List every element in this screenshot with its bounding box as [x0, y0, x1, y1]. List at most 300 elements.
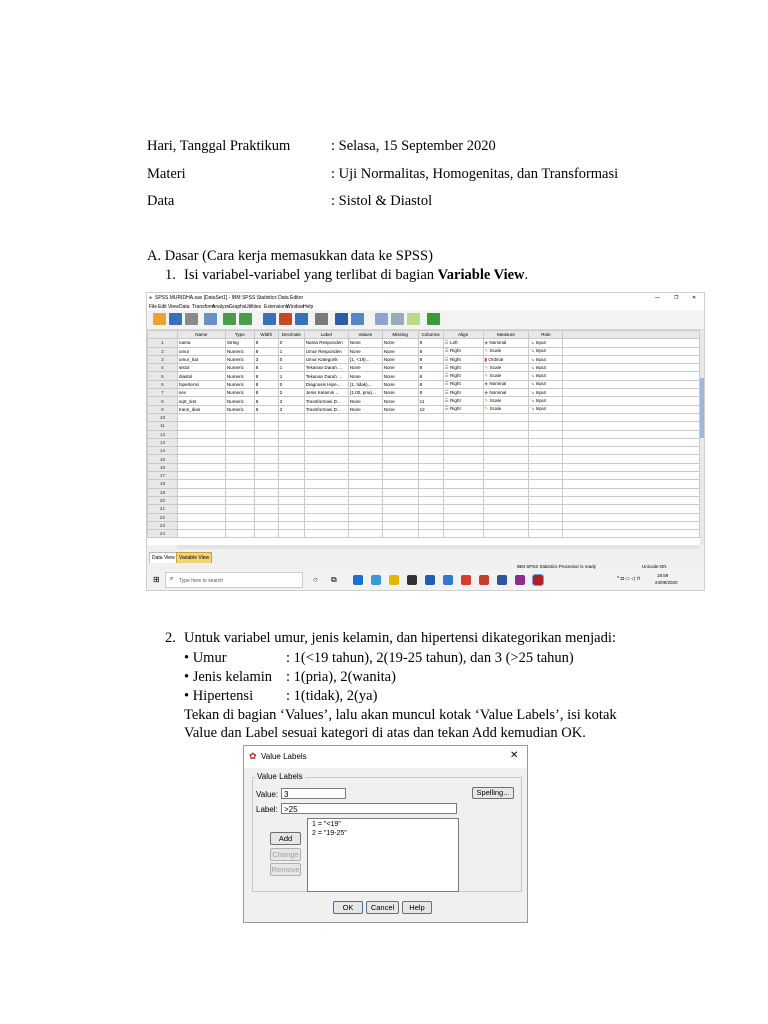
table-cell[interactable] — [225, 347, 254, 355]
table-cell[interactable] — [418, 521, 443, 529]
table-cell[interactable] — [529, 463, 563, 471]
row-number[interactable]: 12 — [148, 430, 178, 438]
table-cell[interactable] — [254, 355, 278, 363]
table-cell[interactable] — [529, 480, 563, 488]
dialog-recall-icon[interactable] — [204, 313, 217, 325]
column-header[interactable]: Values — [348, 331, 382, 339]
store-icon[interactable] — [407, 575, 417, 585]
table-cell[interactable] — [418, 513, 443, 521]
table-cell[interactable] — [278, 355, 304, 363]
table-cell[interactable] — [254, 347, 278, 355]
table-cell[interactable] — [443, 463, 483, 471]
table-cell[interactable] — [254, 430, 278, 438]
table-cell[interactable] — [225, 480, 254, 488]
table-cell[interactable] — [483, 505, 529, 513]
table-cell[interactable] — [418, 438, 443, 446]
table-cell[interactable] — [254, 364, 278, 372]
redo-icon[interactable] — [239, 313, 252, 325]
table-cell[interactable] — [483, 480, 529, 488]
row-number[interactable]: 2 — [148, 347, 178, 355]
table-cell[interactable] — [348, 364, 382, 372]
table-cell[interactable] — [348, 472, 382, 480]
table-cell[interactable] — [382, 422, 418, 430]
table-cell[interactable] — [304, 530, 348, 538]
table-cell[interactable] — [304, 455, 348, 463]
table-cell[interactable] — [483, 438, 529, 446]
row-number[interactable]: 19 — [148, 488, 178, 496]
menu-item-3[interactable]: Data — [179, 303, 190, 310]
taskbar-search-box[interactable] — [165, 572, 303, 588]
table-cell[interactable] — [418, 488, 443, 496]
table-cell[interactable] — [177, 380, 225, 388]
table-cell[interactable] — [225, 447, 254, 455]
table-cell[interactable] — [177, 389, 225, 397]
value-labels-list[interactable] — [307, 818, 459, 892]
table-cell[interactable] — [529, 397, 563, 405]
horizontal-scrollbar[interactable] — [177, 545, 700, 549]
table-cell[interactable] — [278, 405, 304, 413]
table-cell[interactable] — [483, 339, 529, 347]
row-number[interactable]: 5 — [148, 372, 178, 380]
cortana-icon[interactable]: ○ — [313, 575, 318, 584]
table-cell[interactable] — [529, 447, 563, 455]
column-header[interactable]: Missing — [382, 331, 418, 339]
value-input[interactable]: 3 — [281, 788, 346, 799]
list-item[interactable]: 2 = "19-25" — [312, 830, 347, 837]
table-cell[interactable] — [278, 472, 304, 480]
close-icon[interactable]: ✕ — [692, 295, 697, 301]
table-cell[interactable] — [278, 380, 304, 388]
row-number[interactable]: 10 — [148, 413, 178, 421]
table-cell[interactable] — [304, 488, 348, 496]
chrome-icon[interactable] — [461, 575, 471, 585]
table-cell[interactable] — [348, 505, 382, 513]
table-cell[interactable] — [418, 364, 443, 372]
table-cell[interactable] — [348, 430, 382, 438]
table-cell[interactable] — [304, 355, 348, 363]
table-cell[interactable] — [418, 530, 443, 538]
table-cell[interactable] — [443, 430, 483, 438]
table-cell[interactable] — [443, 397, 483, 405]
table-cell[interactable] — [418, 422, 443, 430]
table-cell[interactable] — [443, 488, 483, 496]
table-cell[interactable] — [177, 521, 225, 529]
table-cell[interactable] — [278, 480, 304, 488]
table-cell[interactable] — [177, 455, 225, 463]
table-cell[interactable] — [225, 364, 254, 372]
table-cell[interactable] — [177, 405, 225, 413]
table-cell[interactable] — [483, 380, 529, 388]
row-number[interactable]: 1 — [148, 339, 178, 347]
table-cell[interactable] — [382, 389, 418, 397]
table-cell[interactable] — [278, 430, 304, 438]
table-cell[interactable] — [382, 513, 418, 521]
table-cell[interactable] — [254, 513, 278, 521]
table-cell[interactable] — [278, 422, 304, 430]
spelling-button[interactable]: Spelling... — [472, 787, 514, 799]
column-header[interactable]: Align — [443, 331, 483, 339]
menu-item-5[interactable]: Analyze — [212, 303, 230, 310]
table-cell[interactable] — [483, 422, 529, 430]
table-cell[interactable] — [443, 339, 483, 347]
table-cell[interactable] — [278, 455, 304, 463]
table-cell[interactable] — [304, 505, 348, 513]
split-file-icon[interactable] — [335, 313, 348, 325]
table-cell[interactable] — [443, 413, 483, 421]
table-cell[interactable] — [254, 389, 278, 397]
table-cell[interactable] — [254, 463, 278, 471]
table-cell[interactable] — [278, 339, 304, 347]
row-number[interactable]: 20 — [148, 496, 178, 504]
table-cell[interactable] — [177, 488, 225, 496]
table-cell[interactable] — [483, 513, 529, 521]
photos-icon[interactable] — [443, 575, 453, 585]
menu-item-4[interactable]: Transform — [192, 303, 215, 310]
table-cell[interactable] — [348, 339, 382, 347]
table-cell[interactable] — [382, 339, 418, 347]
edge-icon[interactable] — [353, 575, 363, 585]
table-cell[interactable] — [529, 389, 563, 397]
table-cell[interactable] — [483, 496, 529, 504]
table-cell[interactable] — [254, 405, 278, 413]
table-cell[interactable] — [348, 530, 382, 538]
table-cell[interactable] — [382, 505, 418, 513]
table-cell[interactable] — [382, 521, 418, 529]
table-cell[interactable] — [418, 372, 443, 380]
table-cell[interactable] — [348, 480, 382, 488]
table-cell[interactable] — [443, 405, 483, 413]
table-cell[interactable] — [529, 372, 563, 380]
table-cell[interactable] — [443, 364, 483, 372]
table-cell[interactable] — [278, 397, 304, 405]
table-cell[interactable] — [483, 405, 529, 413]
table-cell[interactable] — [443, 480, 483, 488]
table-cell[interactable] — [382, 496, 418, 504]
table-cell[interactable] — [348, 347, 382, 355]
table-cell[interactable] — [304, 397, 348, 405]
table-cell[interactable] — [254, 339, 278, 347]
table-cell[interactable] — [177, 347, 225, 355]
table-cell[interactable] — [483, 463, 529, 471]
table-cell[interactable] — [177, 530, 225, 538]
table-cell[interactable] — [443, 422, 483, 430]
table-cell[interactable] — [483, 430, 529, 438]
table-cell[interactable] — [304, 438, 348, 446]
column-header[interactable]: Decimals — [278, 331, 304, 339]
table-cell[interactable] — [225, 405, 254, 413]
table-cell[interactable] — [177, 438, 225, 446]
table-cell[interactable] — [382, 364, 418, 372]
table-cell[interactable] — [483, 372, 529, 380]
task-view-icon[interactable]: ⧉ — [331, 575, 337, 584]
table-cell[interactable] — [382, 380, 418, 388]
column-header[interactable]: Name — [177, 331, 225, 339]
table-cell[interactable] — [529, 380, 563, 388]
table-cell[interactable] — [278, 488, 304, 496]
table-cell[interactable] — [304, 447, 348, 455]
row-number[interactable]: 8 — [148, 397, 178, 405]
table-cell[interactable] — [278, 530, 304, 538]
menu-item-0[interactable]: File — [149, 303, 158, 310]
table-cell[interactable] — [418, 389, 443, 397]
app-icon[interactable] — [515, 575, 525, 585]
table-cell[interactable] — [225, 389, 254, 397]
table-cell[interactable] — [278, 438, 304, 446]
table-cell[interactable] — [177, 372, 225, 380]
table-cell[interactable] — [382, 413, 418, 421]
table-cell[interactable] — [348, 389, 382, 397]
file-explorer-icon[interactable] — [389, 575, 399, 585]
table-cell[interactable] — [225, 463, 254, 471]
table-cell[interactable] — [254, 488, 278, 496]
table-cell[interactable] — [443, 530, 483, 538]
use-sets-icon[interactable] — [407, 313, 420, 325]
table-cell[interactable] — [529, 364, 563, 372]
table-cell[interactable] — [304, 422, 348, 430]
table-cell[interactable] — [177, 447, 225, 455]
table-cell[interactable] — [225, 472, 254, 480]
row-number[interactable]: 4 — [148, 364, 178, 372]
maximize-icon[interactable]: ❐ — [674, 295, 679, 301]
table-cell[interactable] — [382, 430, 418, 438]
table-cell[interactable] — [443, 455, 483, 463]
table-cell[interactable] — [254, 496, 278, 504]
table-cell[interactable] — [177, 413, 225, 421]
table-cell[interactable] — [304, 413, 348, 421]
table-cell[interactable] — [304, 347, 348, 355]
table-cell[interactable] — [304, 339, 348, 347]
weight-cases-icon[interactable] — [351, 313, 364, 325]
table-cell[interactable] — [177, 513, 225, 521]
spss-taskbar-icon[interactable] — [533, 575, 543, 585]
table-cell[interactable] — [177, 472, 225, 480]
table-cell[interactable] — [304, 480, 348, 488]
table-cell[interactable] — [278, 372, 304, 380]
column-header[interactable]: Measure — [483, 331, 529, 339]
table-cell[interactable] — [304, 463, 348, 471]
table-cell[interactable] — [348, 372, 382, 380]
goto-variable-icon[interactable] — [279, 313, 292, 325]
table-cell[interactable] — [278, 364, 304, 372]
table-cell[interactable] — [278, 496, 304, 504]
table-cell[interactable] — [348, 455, 382, 463]
table-cell[interactable] — [382, 463, 418, 471]
table-cell[interactable] — [177, 505, 225, 513]
table-cell[interactable] — [348, 521, 382, 529]
menu-item-7[interactable]: Utilities — [245, 303, 262, 310]
table-cell[interactable] — [304, 380, 348, 388]
windows-start-icon[interactable]: ⊞ — [153, 575, 160, 584]
table-cell[interactable] — [483, 413, 529, 421]
table-cell[interactable] — [348, 513, 382, 521]
minimize-icon[interactable]: — — [655, 295, 660, 301]
row-number[interactable]: 23 — [148, 521, 178, 529]
table-cell[interactable] — [177, 355, 225, 363]
label-input[interactable]: >25 — [281, 803, 457, 814]
table-cell[interactable] — [254, 397, 278, 405]
table-cell[interactable] — [225, 438, 254, 446]
table-cell[interactable] — [348, 405, 382, 413]
change-button[interactable]: Change — [270, 848, 301, 861]
spell-check-icon[interactable] — [427, 313, 440, 325]
table-cell[interactable] — [278, 513, 304, 521]
table-cell[interactable] — [225, 339, 254, 347]
menu-item-9[interactable]: Window — [286, 303, 304, 310]
table-cell[interactable] — [443, 380, 483, 388]
table-cell[interactable] — [348, 447, 382, 455]
table-cell[interactable] — [418, 397, 443, 405]
table-cell[interactable] — [443, 355, 483, 363]
table-cell[interactable] — [225, 505, 254, 513]
table-cell[interactable] — [483, 455, 529, 463]
table-cell[interactable] — [529, 513, 563, 521]
table-cell[interactable] — [254, 380, 278, 388]
row-number[interactable]: 15 — [148, 455, 178, 463]
open-file-icon[interactable] — [153, 313, 166, 325]
table-cell[interactable] — [278, 505, 304, 513]
table-cell[interactable] — [278, 347, 304, 355]
row-number[interactable]: 22 — [148, 513, 178, 521]
table-cell[interactable] — [225, 530, 254, 538]
table-cell[interactable] — [304, 513, 348, 521]
row-number[interactable]: 21 — [148, 505, 178, 513]
table-cell[interactable] — [483, 397, 529, 405]
table-cell[interactable] — [529, 438, 563, 446]
table-cell[interactable] — [418, 447, 443, 455]
column-header[interactable]: Role — [529, 331, 563, 339]
table-cell[interactable] — [483, 488, 529, 496]
table-cell[interactable] — [483, 447, 529, 455]
table-cell[interactable] — [382, 397, 418, 405]
table-cell[interactable] — [304, 430, 348, 438]
row-number[interactable]: 13 — [148, 438, 178, 446]
table-cell[interactable] — [225, 380, 254, 388]
row-number[interactable]: 3 — [148, 355, 178, 363]
table-cell[interactable] — [443, 347, 483, 355]
table-cell[interactable] — [348, 380, 382, 388]
table-cell[interactable] — [254, 530, 278, 538]
table-cell[interactable] — [443, 438, 483, 446]
table-cell[interactable] — [225, 521, 254, 529]
menu-item-10[interactable]: Help — [303, 303, 314, 310]
table-cell[interactable] — [254, 447, 278, 455]
table-cell[interactable] — [418, 405, 443, 413]
help-button[interactable]: Help — [402, 901, 432, 914]
table-cell[interactable] — [529, 339, 563, 347]
table-cell[interactable] — [254, 372, 278, 380]
column-header[interactable]: Type — [225, 331, 254, 339]
dialog-close-icon[interactable]: ✕ — [510, 750, 519, 761]
table-cell[interactable] — [443, 521, 483, 529]
table-cell[interactable] — [418, 430, 443, 438]
menu-item-2[interactable]: View — [168, 303, 179, 310]
table-cell[interactable] — [382, 530, 418, 538]
table-cell[interactable] — [443, 372, 483, 380]
table-cell[interactable] — [225, 430, 254, 438]
select-cases-icon[interactable] — [375, 313, 388, 325]
table-cell[interactable] — [418, 472, 443, 480]
table-cell[interactable] — [418, 496, 443, 504]
goto-case-icon[interactable] — [263, 313, 276, 325]
table-cell[interactable] — [418, 455, 443, 463]
table-cell[interactable] — [278, 389, 304, 397]
table-cell[interactable] — [443, 505, 483, 513]
table-cell[interactable] — [382, 347, 418, 355]
table-cell[interactable] — [483, 530, 529, 538]
variables-icon[interactable] — [295, 313, 308, 325]
table-cell[interactable] — [348, 422, 382, 430]
row-number[interactable]: 16 — [148, 463, 178, 471]
list-item[interactable]: 1 = "<19" — [312, 821, 341, 828]
table-cell[interactable] — [529, 355, 563, 363]
table-cell[interactable] — [278, 413, 304, 421]
ok-button[interactable]: OK — [333, 901, 363, 914]
table-cell[interactable] — [529, 347, 563, 355]
table-cell[interactable] — [254, 455, 278, 463]
row-number[interactable]: 6 — [148, 380, 178, 388]
table-cell[interactable] — [382, 472, 418, 480]
tab-variable-view[interactable]: Variable View — [176, 552, 212, 564]
table-cell[interactable] — [529, 521, 563, 529]
table-cell[interactable] — [304, 521, 348, 529]
table-cell[interactable] — [348, 496, 382, 504]
tab-data-view[interactable]: Data View — [149, 552, 178, 564]
table-cell[interactable] — [225, 488, 254, 496]
row-number[interactable]: 7 — [148, 389, 178, 397]
table-cell[interactable] — [348, 355, 382, 363]
table-cell[interactable] — [382, 405, 418, 413]
table-cell[interactable] — [304, 389, 348, 397]
table-cell[interactable] — [443, 389, 483, 397]
table-cell[interactable] — [418, 355, 443, 363]
table-cell[interactable] — [529, 488, 563, 496]
powerpoint-icon[interactable] — [479, 575, 489, 585]
table-cell[interactable] — [529, 405, 563, 413]
table-cell[interactable] — [177, 422, 225, 430]
table-cell[interactable] — [529, 472, 563, 480]
table-cell[interactable] — [177, 480, 225, 488]
row-number[interactable]: 9 — [148, 405, 178, 413]
table-cell[interactable] — [177, 397, 225, 405]
table-cell[interactable] — [382, 480, 418, 488]
table-cell[interactable] — [304, 405, 348, 413]
table-cell[interactable] — [278, 521, 304, 529]
menu-item-1[interactable]: Edit — [158, 303, 167, 310]
table-cell[interactable] — [443, 513, 483, 521]
save-icon[interactable] — [169, 313, 182, 325]
table-cell[interactable] — [418, 480, 443, 488]
table-cell[interactable] — [382, 372, 418, 380]
table-cell[interactable] — [443, 472, 483, 480]
table-cell[interactable] — [304, 372, 348, 380]
vertical-scrollbar[interactable] — [700, 330, 704, 545]
table-cell[interactable] — [304, 364, 348, 372]
table-cell[interactable] — [418, 339, 443, 347]
table-cell[interactable] — [225, 496, 254, 504]
table-cell[interactable] — [348, 488, 382, 496]
table-cell[interactable] — [225, 413, 254, 421]
table-cell[interactable] — [418, 505, 443, 513]
table-cell[interactable] — [529, 430, 563, 438]
table-cell[interactable] — [254, 438, 278, 446]
table-cell[interactable] — [177, 463, 225, 471]
cancel-button[interactable]: Cancel — [366, 901, 399, 914]
table-cell[interactable] — [483, 347, 529, 355]
table-cell[interactable] — [278, 447, 304, 455]
table-cell[interactable] — [254, 480, 278, 488]
word-icon[interactable] — [497, 575, 507, 585]
table-cell[interactable] — [304, 472, 348, 480]
